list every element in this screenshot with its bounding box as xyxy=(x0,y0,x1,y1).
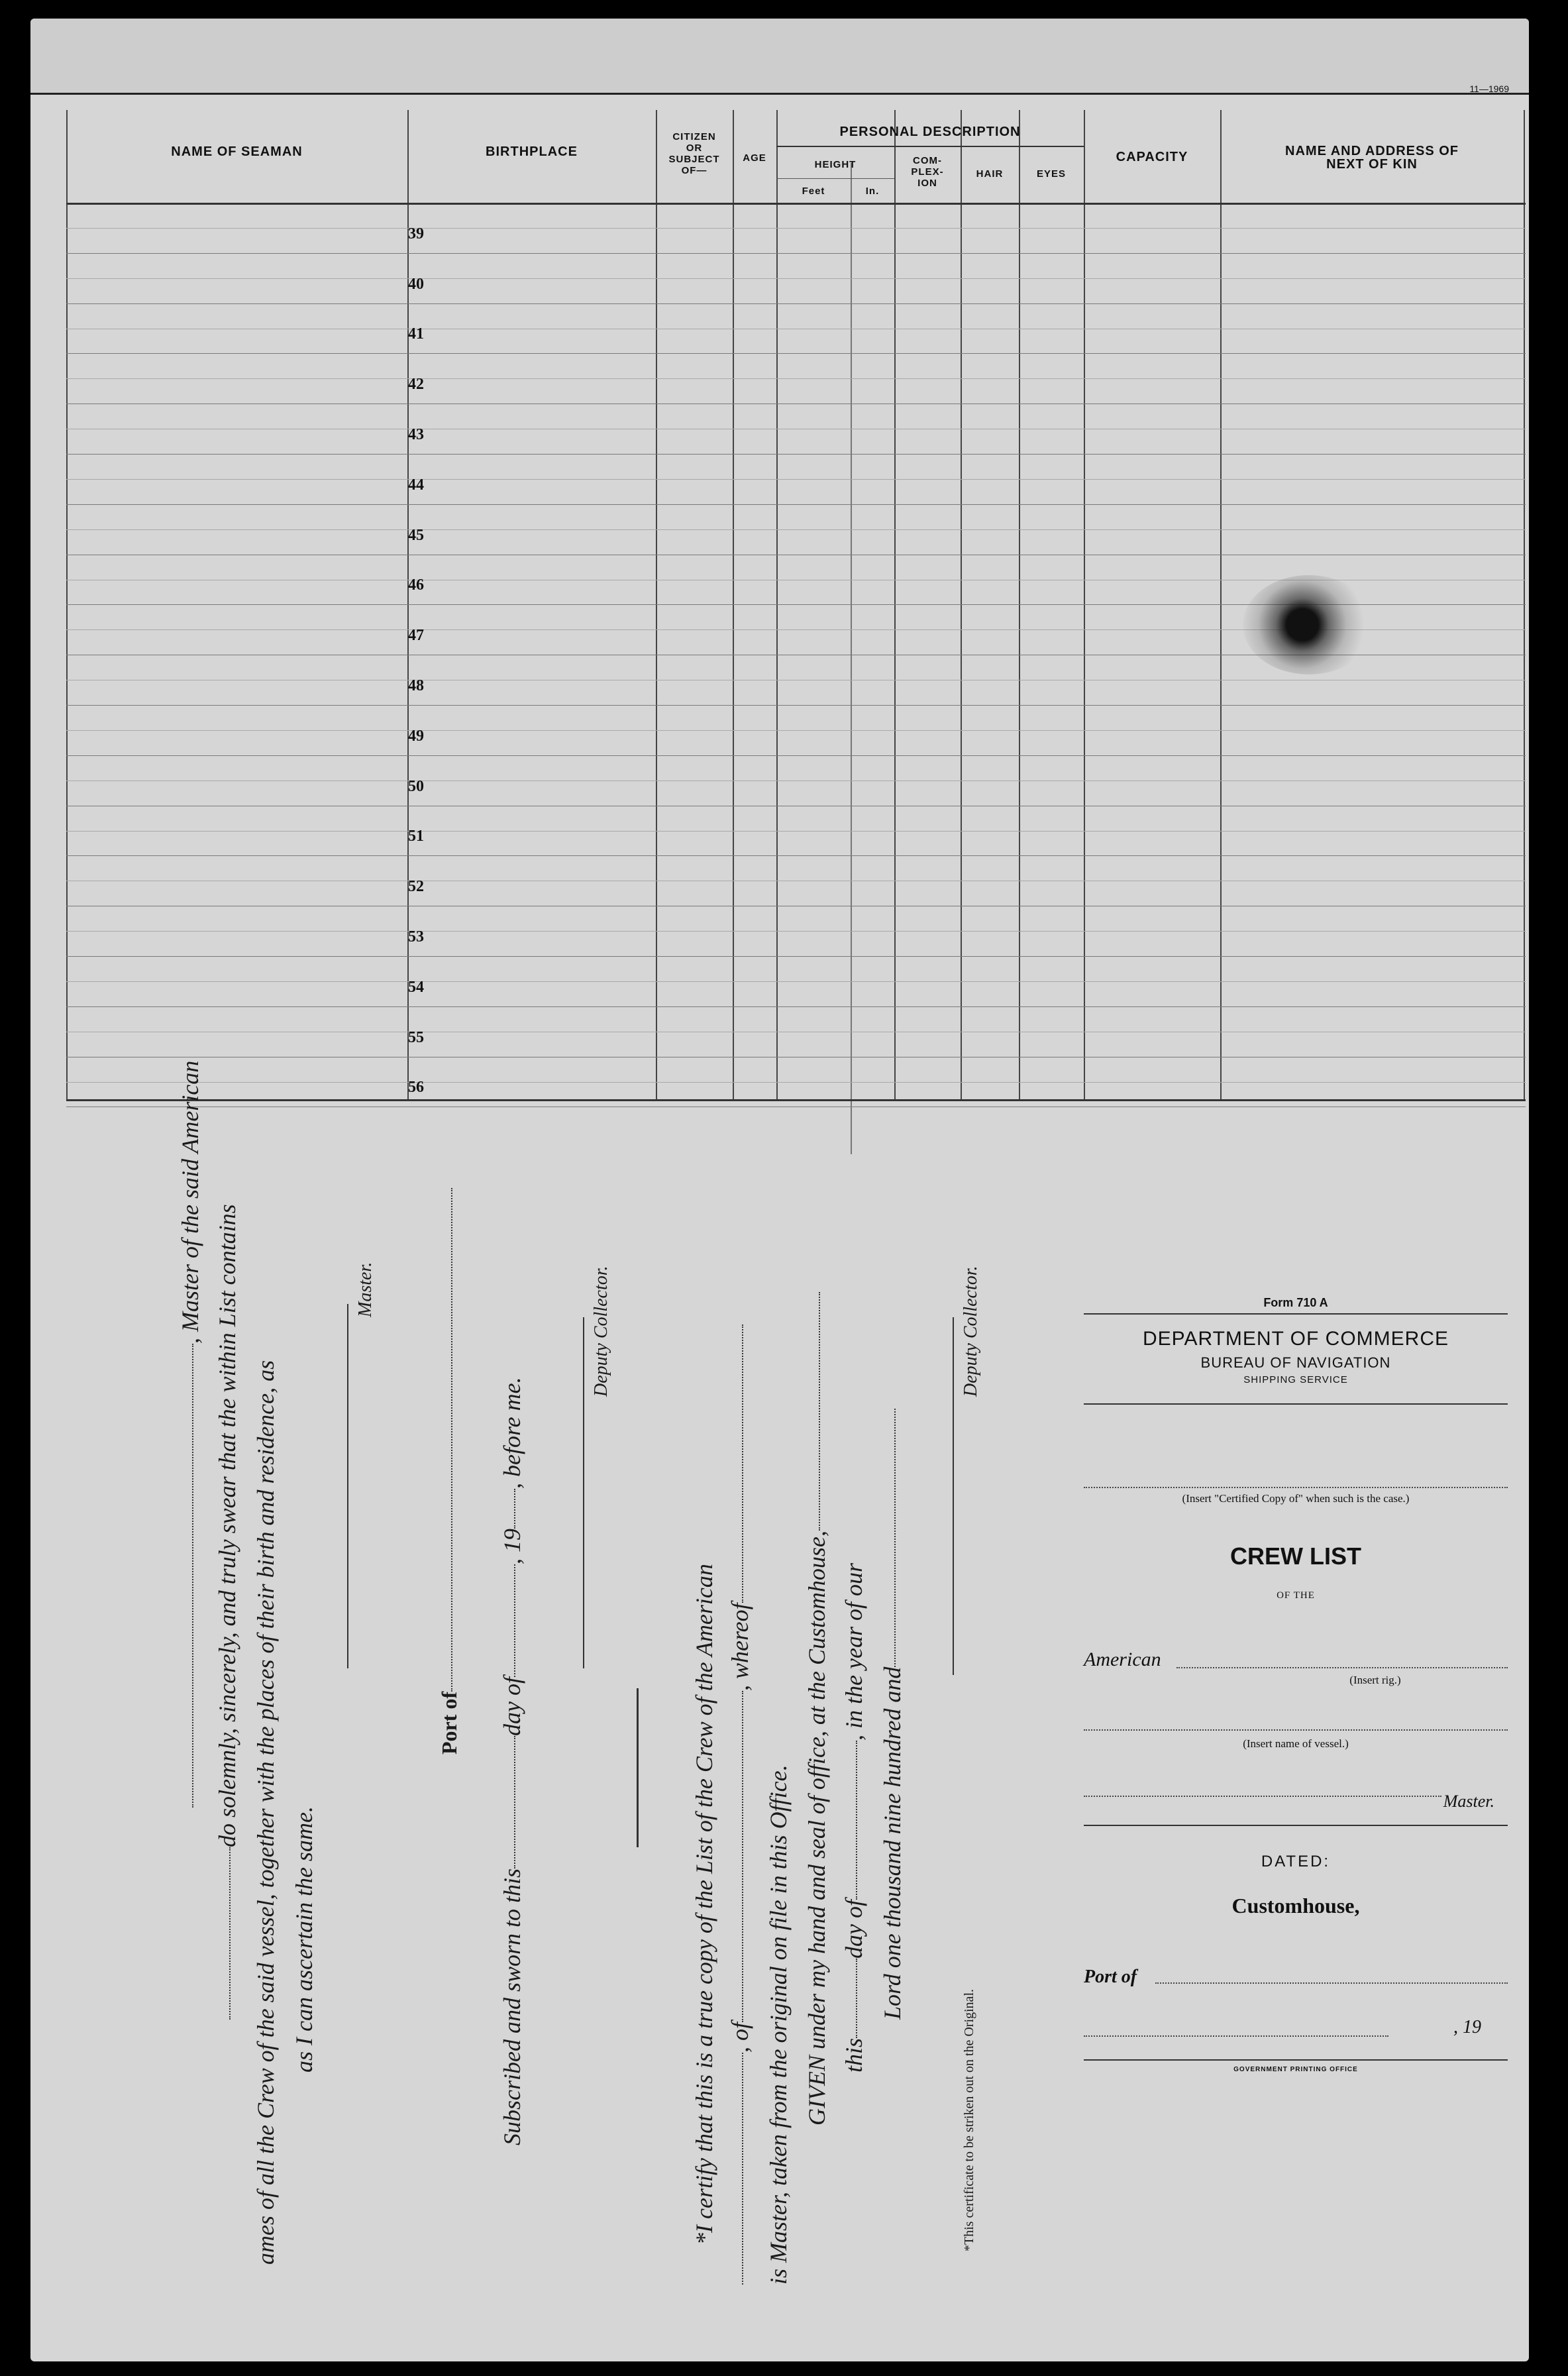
table-row-subline xyxy=(66,730,1526,731)
table-row-subline xyxy=(66,931,1526,932)
crew-list-title: CREW LIST xyxy=(1230,1542,1361,1570)
dated-label: DATED: xyxy=(1261,1853,1331,1870)
row-number: 48 xyxy=(408,677,424,694)
header-inches: In. xyxy=(865,186,880,197)
row-number: 41 xyxy=(408,325,424,343)
row-number: 43 xyxy=(408,426,424,443)
header-eyes: EYES xyxy=(1036,168,1067,180)
row-number: 45 xyxy=(408,526,424,544)
table-row-line xyxy=(66,303,1526,304)
of-the: OF THE xyxy=(1277,1590,1315,1601)
header-capacity: CAPACITY xyxy=(1116,150,1188,164)
row-number: 47 xyxy=(408,627,424,645)
row-number: 56 xyxy=(408,1079,424,1097)
deputy-collector-label-2: Deputy Collector. xyxy=(961,1266,981,1397)
ink-stain xyxy=(1243,575,1375,675)
bureau-of-navigation: BUREAU OF NAVIGATION xyxy=(1200,1354,1391,1371)
folded-top-edge xyxy=(30,19,1529,95)
row-number: 55 xyxy=(408,1028,424,1046)
master-signature-label: Master. xyxy=(355,1262,376,1317)
row-number: 39 xyxy=(408,225,424,243)
table-row-line xyxy=(66,353,1526,354)
oath-line-2: do solemnly, sincerely, and truly swear that the within List contains xyxy=(213,1204,241,2020)
given-line: GIVEN under my hand and seal of office, at the Customhouse, xyxy=(803,1292,831,2126)
table-row-line xyxy=(66,855,1526,856)
table-row-line xyxy=(66,253,1526,254)
form-710a: Form 710 A xyxy=(1263,1296,1328,1309)
row-number: 49 xyxy=(408,727,424,745)
certify-master-line: is Master, taken from the original on file in this Office. xyxy=(765,1764,792,2285)
port-of-label-back: Port of xyxy=(1084,1967,1137,1987)
table-row-line xyxy=(66,454,1526,455)
lord-line: Lord one thousand nine hundred and xyxy=(878,1409,906,2020)
header-next-of-kin: NAME AND ADDRESS OF NEXT OF KIN xyxy=(1285,144,1459,172)
header-name-of-seaman: NAME OF SEAMAN xyxy=(171,144,303,159)
row-number: 50 xyxy=(408,777,424,795)
header-personal-description: PERSONAL DESCRIPTION xyxy=(839,125,1021,139)
port-of-label: Port of xyxy=(437,1188,462,1755)
row-number: 52 xyxy=(408,878,424,896)
department-of-commerce: DEPARTMENT OF COMMERCE xyxy=(1142,1328,1449,1350)
row-number: 53 xyxy=(408,928,424,945)
table-row-subline xyxy=(66,529,1526,530)
table-row-subline xyxy=(66,479,1526,480)
american-label: American xyxy=(1084,1648,1161,1670)
table-row-line xyxy=(66,755,1526,756)
oath-line-1: , Master of the said American xyxy=(176,1061,204,1808)
certified-copy-note: (Insert "Certified Copy of" when such is the case.) xyxy=(1182,1492,1410,1505)
oath-line-4: as I can ascertain the same. xyxy=(291,1806,317,2073)
table-row-line xyxy=(66,956,1526,957)
certificate-footnote: *This certificate to be striken out on the Original. xyxy=(962,1989,976,2251)
row-number: 51 xyxy=(408,828,424,845)
row-number: 54 xyxy=(408,978,424,996)
shipping-service: SHIPPING SERVICE xyxy=(1243,1374,1348,1385)
table-row-subline xyxy=(66,228,1526,229)
insert-vessel-note: (Insert name of vessel.) xyxy=(1243,1737,1349,1750)
certify-of-line: , of, whereof xyxy=(726,1324,754,2285)
table-row-subline xyxy=(66,981,1526,982)
row-number: 46 xyxy=(408,576,424,594)
master-label: Master. xyxy=(1443,1792,1494,1811)
table-row-line xyxy=(66,705,1526,706)
insert-rig-note: (Insert rig.) xyxy=(1349,1674,1401,1686)
given-this-line: thisday of, in the year of our xyxy=(841,1563,867,2073)
header-complexion: COM- PLEX- ION xyxy=(911,155,944,189)
table-row-line xyxy=(66,1006,1526,1007)
table-row-subline xyxy=(66,1082,1526,1083)
crew-list-page xyxy=(30,19,1529,2361)
oath-line-3: ames of all the Crew of the said vessel, together with the places of their birth and residence, as xyxy=(252,1360,279,2265)
row-number: 42 xyxy=(408,376,424,394)
table-row-subline xyxy=(66,831,1526,832)
header-feet: Feet xyxy=(802,186,825,197)
subscribed-sworn-line: Subscribed and sworn to thisday of, 19, before me. xyxy=(499,1377,525,2145)
form-number: 11—1969 xyxy=(1469,83,1509,94)
table-row-subline xyxy=(66,378,1526,379)
deputy-collector-label-1: Deputy Collector. xyxy=(591,1266,611,1397)
table-row-line xyxy=(66,504,1526,505)
header-age: AGE xyxy=(743,152,766,164)
header-birthplace: BIRTHPLACE xyxy=(486,144,578,159)
customhouse-label: Customhouse, xyxy=(1231,1894,1360,1917)
certify-line: *I certify that this is a true copy of the List of the Crew of the American xyxy=(691,1564,717,2245)
header-height: HEIGHT xyxy=(814,159,857,170)
year-label: , 19 xyxy=(1453,2017,1481,2037)
table-row-subline xyxy=(66,278,1526,279)
header-hair: HAIR xyxy=(976,168,1004,180)
row-number: 44 xyxy=(408,476,424,494)
header-citizen: CITIZEN OR SUBJECT OF— xyxy=(668,131,720,176)
government-printing-office: GOVERNMENT PRINTING OFFICE xyxy=(1233,2066,1358,2073)
row-number: 40 xyxy=(408,275,424,293)
crew-list-back-label xyxy=(1084,1277,1508,2106)
